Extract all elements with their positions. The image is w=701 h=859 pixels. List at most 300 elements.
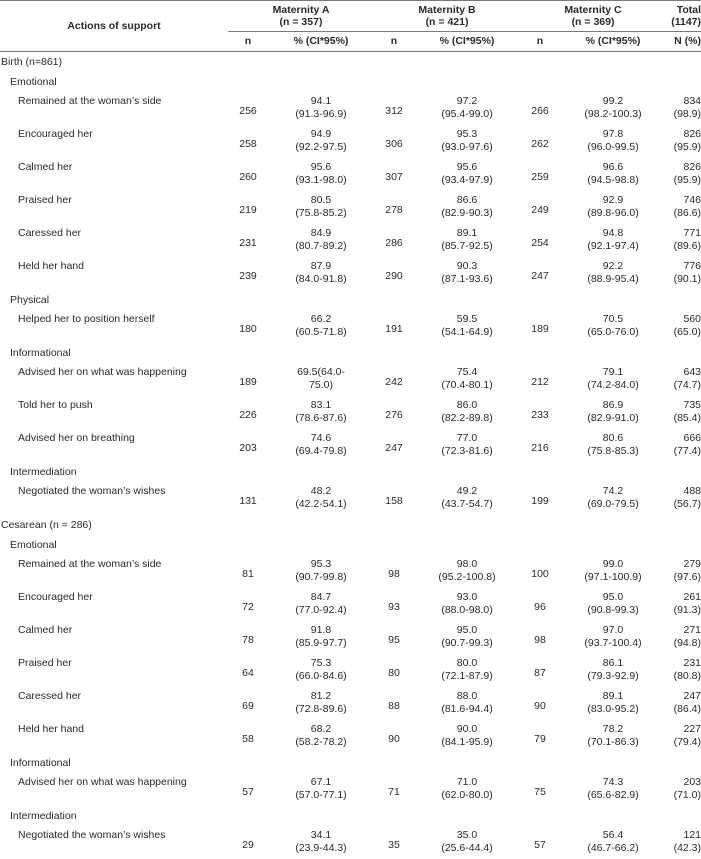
maternity-a-n: 258 (228, 125, 268, 158)
total-n: 227 (666, 723, 701, 736)
maternity-b-pct-value: 86.6 (414, 194, 520, 207)
maternity-b-pct-value: 95.6 (414, 161, 520, 174)
maternity-a-pct-value: 83.1 (268, 399, 374, 412)
maternity-b-pct (414, 310, 520, 343)
maternity-b-n: 191 (374, 310, 414, 343)
maternity-b-count: (n = 421) (374, 16, 520, 29)
action-label: Caressed her (0, 687, 228, 720)
maternity-c-pct (560, 588, 666, 621)
action-label: Praised her (0, 654, 228, 687)
maternity-c-n: 259 (520, 158, 560, 191)
maternity-b-n: 35 (374, 826, 414, 859)
total-cell (666, 92, 701, 125)
total-n: 771 (666, 227, 701, 240)
maternity-b-pct-value: 95.0 (414, 624, 520, 637)
maternity-b-pct-value: 93.0 (414, 591, 520, 604)
maternity-c-pct-value: 97.8 (560, 128, 666, 141)
table-row (0, 482, 701, 515)
total-n: 834 (666, 95, 701, 108)
total-header (666, 1, 701, 32)
group-row (0, 535, 701, 555)
maternity-a-n: 58 (228, 720, 268, 753)
maternity-a-pct (268, 588, 374, 621)
maternity-c-pct (560, 773, 666, 806)
maternity-a-ci: (58.2-78.2) (268, 736, 374, 749)
maternity-b-pct (414, 125, 520, 158)
maternity-a-pct (268, 92, 374, 125)
total-cell (666, 773, 701, 806)
maternity-a-pct-value: 81.2 (268, 690, 374, 703)
total-cell (666, 720, 701, 753)
maternity-c-pct-value: 74.2 (560, 485, 666, 498)
maternity-a-pct (268, 687, 374, 720)
maternity-c-ci: (75.8-85.3) (560, 445, 666, 458)
total-n: 666 (666, 432, 701, 445)
maternity-c-ci: (69.0-79.5) (560, 498, 666, 511)
action-label: Held her hand (0, 257, 228, 290)
maternity-c-ci: (79.3-92.9) (560, 670, 666, 683)
maternity-b-ci: (90.7-99.3) (414, 637, 520, 650)
maternity-c-pct-value: 79.1 (560, 366, 666, 379)
section-label: Birth (n=861) (0, 52, 701, 73)
maternity-a-pct (268, 720, 374, 753)
maternity-b-ci: (88.0-98.0) (414, 604, 520, 617)
col-total: N (%) (666, 32, 701, 52)
maternity-c-pct (560, 482, 666, 515)
table-row (0, 773, 701, 806)
maternity-c-ci: (82.9-91.0) (560, 412, 666, 425)
maternity-a-ci: (84.0-91.8) (268, 273, 374, 286)
table-header (0, 1, 701, 52)
group-row (0, 72, 701, 92)
total-count: (1147) (666, 16, 701, 29)
maternity-b-n: 95 (374, 621, 414, 654)
table-row (0, 429, 701, 462)
maternity-b-ci: (54.1-64.9) (414, 326, 520, 339)
total-n: 261 (666, 591, 701, 604)
total-cell (666, 826, 701, 859)
maternity-b-ci: (93.0-97.6) (414, 141, 520, 154)
maternity-b-pct (414, 555, 520, 588)
total-pct: (94.8) (666, 637, 701, 650)
maternity-a-pct-value: 94.1 (268, 95, 374, 108)
maternity-b-pct-value: 90.0 (414, 723, 520, 736)
section-row (0, 515, 701, 535)
maternity-b-pct (414, 687, 520, 720)
total-n: 121 (666, 829, 701, 842)
maternity-c-pct-value: 56.4 (560, 829, 666, 842)
maternity-a-pct (268, 654, 374, 687)
maternity-a-ci: (85.9-97.7) (268, 637, 374, 650)
maternity-a-pct (268, 310, 374, 343)
maternity-c-n: 216 (520, 429, 560, 462)
maternity-b-n: 307 (374, 158, 414, 191)
maternity-b-n: 286 (374, 224, 414, 257)
maternity-a-pct (268, 363, 374, 396)
maternity-c-ci: (74.2-84.0) (560, 379, 666, 392)
maternity-c-ci: (65.6-82.9) (560, 789, 666, 802)
col-n-c: n (520, 32, 560, 52)
maternity-c-pct (560, 396, 666, 429)
total-n: 271 (666, 624, 701, 637)
maternity-b-n: 276 (374, 396, 414, 429)
maternity-c-ci: (94.5-98.8) (560, 174, 666, 187)
maternity-c-ci: (65.0-76.0) (560, 326, 666, 339)
maternity-a-ci: (91.3-96.9) (268, 108, 374, 121)
maternity-a-pct (268, 482, 374, 515)
action-label: Caressed her (0, 224, 228, 257)
maternity-a-n: 256 (228, 92, 268, 125)
maternity-c-pct-value: 94.8 (560, 227, 666, 240)
maternity-a-name: Maternity A (228, 4, 374, 17)
maternity-c-n: 254 (520, 224, 560, 257)
maternity-b-n: 278 (374, 191, 414, 224)
maternity-c-pct-value: 99.0 (560, 558, 666, 571)
maternity-b-pct (414, 396, 520, 429)
maternity-b-pct-value: 86.0 (414, 399, 520, 412)
total-n: 826 (666, 128, 701, 141)
maternity-a-pct (268, 257, 374, 290)
maternity-c-ci: (96.0-99.5) (560, 141, 666, 154)
maternity-b-n: 90 (374, 720, 414, 753)
maternity-c-pct-value: 95.0 (560, 591, 666, 604)
maternity-c-n: 199 (520, 482, 560, 515)
maternity-b-n: 80 (374, 654, 414, 687)
maternity-b-pct (414, 429, 520, 462)
total-cell (666, 191, 701, 224)
action-label: Remained at the woman’s side (0, 555, 228, 588)
maternity-c-n: 87 (520, 654, 560, 687)
maternity-a-pct-value: 94.9 (268, 128, 374, 141)
maternity-b-ci: (82.2-89.8) (414, 412, 520, 425)
total-n: 643 (666, 366, 701, 379)
maternity-a-n: 72 (228, 588, 268, 621)
total-pct: (65.0) (666, 326, 701, 339)
total-cell (666, 257, 701, 290)
maternity-b-pct (414, 588, 520, 621)
maternity-b-ci: (72.3-81.6) (414, 445, 520, 458)
col-n-b: n (374, 32, 414, 52)
maternity-b-pct (414, 191, 520, 224)
maternity-b-pct (414, 654, 520, 687)
total-pct: (95.9) (666, 174, 701, 187)
maternity-b-ci: (72.1-87.9) (414, 670, 520, 683)
total-cell (666, 158, 701, 191)
maternity-b-pct (414, 257, 520, 290)
maternity-a-n: 57 (228, 773, 268, 806)
maternity-a-ci: (75.8-85.2) (268, 207, 374, 220)
action-label: Remained at the woman’s side (0, 92, 228, 125)
maternity-a-pct (268, 191, 374, 224)
total-pct: (77.4) (666, 445, 701, 458)
total-pct: (91.3) (666, 604, 701, 617)
maternity-b-header (374, 1, 520, 32)
maternity-b-name: Maternity B (374, 4, 520, 17)
action-label: Calmed her (0, 158, 228, 191)
total-cell (666, 621, 701, 654)
maternity-a-n: 219 (228, 191, 268, 224)
maternity-b-ci: (93.4-97.9) (414, 174, 520, 187)
maternity-a-ci: (80.7-89.2) (268, 240, 374, 253)
action-label: Encouraged her (0, 125, 228, 158)
total-n: 203 (666, 776, 701, 789)
table-row (0, 125, 701, 158)
maternity-a-n: 189 (228, 363, 268, 396)
maternity-b-ci: (70.4-80.1) (414, 379, 520, 392)
maternity-c-pct-value: 80.6 (560, 432, 666, 445)
actions-header: Actions of support (0, 1, 228, 52)
maternity-a-ci: (57.0-77.1) (268, 789, 374, 802)
maternity-c-pct (560, 158, 666, 191)
maternity-a-pct-value: 87.9 (268, 260, 374, 273)
maternity-b-ci: (95.2-100.8) (414, 571, 520, 584)
action-label: Negotiated the woman’s wishes (0, 482, 228, 515)
maternity-a-n: 203 (228, 429, 268, 462)
maternity-a-n: 260 (228, 158, 268, 191)
total-pct: (90.1) (666, 273, 701, 286)
action-label: Negotiated the woman’s wishes (0, 826, 228, 859)
total-cell (666, 687, 701, 720)
action-label: Praised her (0, 191, 228, 224)
total-n: 735 (666, 399, 701, 412)
maternity-a-pct-value: 74.6 (268, 432, 374, 445)
table-row (0, 310, 701, 343)
total-cell (666, 363, 701, 396)
total-n: 279 (666, 558, 701, 571)
maternity-b-n: 247 (374, 429, 414, 462)
maternity-c-pct (560, 191, 666, 224)
maternity-a-n: 131 (228, 482, 268, 515)
maternity-b-n: 71 (374, 773, 414, 806)
group-label: Emotional (0, 535, 701, 555)
maternity-c-n: 98 (520, 621, 560, 654)
maternity-b-pct (414, 482, 520, 515)
maternity-c-pct (560, 826, 666, 859)
maternity-b-pct (414, 773, 520, 806)
maternity-c-pct (560, 654, 666, 687)
maternity-b-pct-value: 88.0 (414, 690, 520, 703)
table-row (0, 687, 701, 720)
group-label: Informational (0, 753, 701, 773)
maternity-b-pct-value: 71.0 (414, 776, 520, 789)
table-body (0, 52, 701, 859)
maternity-c-pct (560, 687, 666, 720)
total-n: 231 (666, 657, 701, 670)
maternity-a-pct-value: 80.5 (268, 194, 374, 207)
maternity-a-ci: (92.2-97.5) (268, 141, 374, 154)
maternity-b-pct (414, 224, 520, 257)
maternity-c-n: 79 (520, 720, 560, 753)
total-n: 560 (666, 313, 701, 326)
maternity-a-count: (n = 357) (228, 16, 374, 29)
total-pct: (86.4) (666, 703, 701, 716)
maternity-b-ci: (25.6-44.4) (414, 842, 520, 855)
maternity-a-pct-value: 67.1 (268, 776, 374, 789)
total-pct: (89.6) (666, 240, 701, 253)
maternity-b-pct (414, 92, 520, 125)
maternity-c-n: 233 (520, 396, 560, 429)
maternity-a-pct-value: 34.1 (268, 829, 374, 842)
maternity-a-ci: (78.6-87.6) (268, 412, 374, 425)
maternity-b-pct (414, 826, 520, 859)
maternity-a-pct (268, 125, 374, 158)
maternity-a-pct (268, 224, 374, 257)
maternity-b-n: 312 (374, 92, 414, 125)
maternity-c-ci: (92.1-97.4) (560, 240, 666, 253)
table-row (0, 224, 701, 257)
total-pct: (80.8) (666, 670, 701, 683)
maternity-a-pct (268, 826, 374, 859)
maternity-c-n: 212 (520, 363, 560, 396)
group-label: Informational (0, 343, 701, 363)
table-row (0, 396, 701, 429)
table-row (0, 826, 701, 859)
maternity-a-pct (268, 621, 374, 654)
maternity-a-pct-value: 84.7 (268, 591, 374, 604)
table-row (0, 555, 701, 588)
total-pct: (42.3) (666, 842, 701, 855)
maternity-c-pct-value: 96.6 (560, 161, 666, 174)
maternity-c-pct (560, 555, 666, 588)
action-label: Held her hand (0, 720, 228, 753)
action-label: Told her to push (0, 396, 228, 429)
maternity-b-n: 98 (374, 555, 414, 588)
maternity-c-n: 75 (520, 773, 560, 806)
group-row (0, 806, 701, 826)
table-row (0, 191, 701, 224)
total-pct: (95.9) (666, 141, 701, 154)
maternity-a-pct (268, 429, 374, 462)
maternity-b-pct-value: 89.1 (414, 227, 520, 240)
total-n: 488 (666, 485, 701, 498)
total-cell (666, 654, 701, 687)
group-label: Emotional (0, 72, 701, 92)
maternity-b-ci: (82.9-90.3) (414, 207, 520, 220)
maternity-b-pct-value: 75.4 (414, 366, 520, 379)
maternity-c-pct-value: 74.3 (560, 776, 666, 789)
maternity-b-n: 306 (374, 125, 414, 158)
table-row (0, 257, 701, 290)
col-pct-b: % (CI*95%) (414, 32, 520, 52)
total-cell (666, 224, 701, 257)
maternity-b-pct-value: 77.0 (414, 432, 520, 445)
maternity-c-n: 100 (520, 555, 560, 588)
maternity-c-ci: (89.8-96.0) (560, 207, 666, 220)
total-cell (666, 310, 701, 343)
group-row (0, 290, 701, 310)
group-row (0, 462, 701, 482)
col-pct-c: % (CI*95%) (560, 32, 666, 52)
maternity-a-pct-value: 95.3 (268, 558, 374, 571)
maternity-a-n: 64 (228, 654, 268, 687)
maternity-b-n: 88 (374, 687, 414, 720)
total-n: 826 (666, 161, 701, 174)
total-pct: (86.6) (666, 207, 701, 220)
maternity-c-ci: (97.1-100.9) (560, 571, 666, 584)
maternity-a-ci: (77.0-92.4) (268, 604, 374, 617)
maternity-c-pct (560, 363, 666, 396)
action-label: Calmed her (0, 621, 228, 654)
maternity-b-pct-value: 35.0 (414, 829, 520, 842)
maternity-b-pct (414, 621, 520, 654)
maternity-c-n: 249 (520, 191, 560, 224)
maternity-b-ci: (85.7-92.5) (414, 240, 520, 253)
maternity-a-ci: (66.0-84.6) (268, 670, 374, 683)
maternity-c-header (520, 1, 666, 32)
group-label: Intermediation (0, 462, 701, 482)
maternity-c-pct-value: 86.1 (560, 657, 666, 670)
maternity-b-n: 290 (374, 257, 414, 290)
total-pct: (79.4) (666, 736, 701, 749)
maternity-c-n: 96 (520, 588, 560, 621)
maternity-c-n: 266 (520, 92, 560, 125)
maternity-b-ci: (87.1-93.6) (414, 273, 520, 286)
maternity-a-pct-value: 66.2 (268, 313, 374, 326)
maternity-a-n: 69 (228, 687, 268, 720)
maternity-b-ci: (81.6-94.4) (414, 703, 520, 716)
total-name: Total (666, 4, 701, 17)
maternity-c-ci: (90.8-99.3) (560, 604, 666, 617)
maternity-a-pct-value: 91.8 (268, 624, 374, 637)
maternity-c-pct-value: 86.9 (560, 399, 666, 412)
total-n: 247 (666, 690, 701, 703)
maternity-a-pct (268, 158, 374, 191)
maternity-b-n: 242 (374, 363, 414, 396)
maternity-a-ci: (90.7-99.8) (268, 571, 374, 584)
maternity-a-n: 29 (228, 826, 268, 859)
section-row (0, 52, 701, 73)
total-n: 746 (666, 194, 701, 207)
maternity-b-n: 93 (374, 588, 414, 621)
total-cell (666, 588, 701, 621)
maternity-c-pct (560, 720, 666, 753)
group-label: Physical (0, 290, 701, 310)
maternity-c-ci: (88.9-95.4) (560, 273, 666, 286)
col-pct-a: % (CI*95%) (268, 32, 374, 52)
maternity-b-pct-value: 98.0 (414, 558, 520, 571)
maternity-a-ci: (42.2-54.1) (268, 498, 374, 511)
table-row (0, 588, 701, 621)
total-cell (666, 429, 701, 462)
maternity-a-n: 239 (228, 257, 268, 290)
maternity-c-n: 189 (520, 310, 560, 343)
total-cell (666, 125, 701, 158)
group-row (0, 343, 701, 363)
group-row (0, 753, 701, 773)
maternity-c-pct-value: 99.2 (560, 95, 666, 108)
maternity-b-pct-value: 95.3 (414, 128, 520, 141)
maternity-c-ci: (83.0-95.2) (560, 703, 666, 716)
maternity-b-pct (414, 158, 520, 191)
maternity-b-pct-value: 80.0 (414, 657, 520, 670)
maternity-b-ci: (62.0-80.0) (414, 789, 520, 802)
maternity-a-n: 81 (228, 555, 268, 588)
total-pct: (74.7) (666, 379, 701, 392)
maternity-c-pct (560, 621, 666, 654)
maternity-c-n: 262 (520, 125, 560, 158)
maternity-b-n: 158 (374, 482, 414, 515)
maternity-a-pct-value: 48.2 (268, 485, 374, 498)
maternity-b-ci: (84.1-95.9) (414, 736, 520, 749)
maternity-b-pct (414, 720, 520, 753)
total-pct: (98.9) (666, 108, 701, 121)
maternity-a-header (228, 1, 374, 32)
maternity-a-pct-value: 95.6 (268, 161, 374, 174)
maternity-c-pct-value: 97.0 (560, 624, 666, 637)
total-n: 776 (666, 260, 701, 273)
maternity-c-pct (560, 125, 666, 158)
maternity-c-pct-value: 89.1 (560, 690, 666, 703)
